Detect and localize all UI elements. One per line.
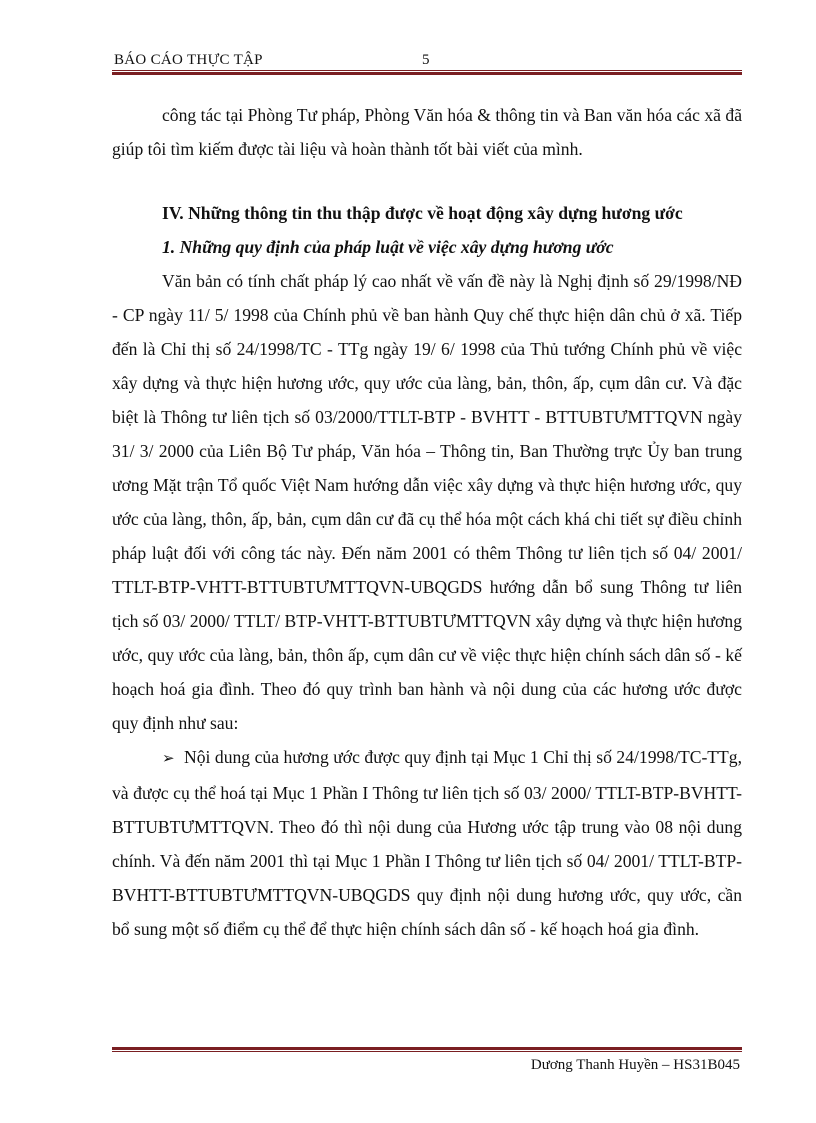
section-heading: IV. Những thông tin thu thập được về hoạt động xây dựng hương ước	[162, 203, 683, 223]
page-number: 5	[422, 52, 430, 68]
header-divider	[112, 70, 742, 75]
document-body	[112, 98, 742, 946]
arrow-bullet-icon: ➢	[162, 751, 175, 767]
bullet-paragraph	[112, 740, 742, 946]
page-header	[112, 52, 742, 72]
report-title: BÁO CÁO THỰC TẬP	[114, 52, 263, 68]
subsection-heading: 1. Những quy định của pháp luật về việc xây dựng hương ước	[162, 237, 614, 257]
main-paragraph: Văn bản có tính chất pháp lý cao nhất về vấn đề này là Nghị định số 29/1998/NĐ - CP ngày 11/ 5/ 1998 của Chính phủ về ban hành Quy chế thực hiện dân chủ ở xã. Tiếp đến là Chỉ thị số 24/1998/TC - TTg ngày 19/ 6/ 1998 của Thủ tướng Chính phủ về việc xây dựng và thực hiện hương ước, quy ước của làng, bản, thôn, ấp, cụm dân cư. Và đặc biệt là Thông tư liên tịch số 03/2000/TTLT-BTP - BVHTT - BTTUBTƯMTTQVN ngày 31/ 3/ 2000 của Liên Bộ Tư pháp, Văn hóa – Thông tin, Ban Thường trực Ủy ban trung ương Mặt trận Tổ quốc Việt Nam hướng dẫn việc xây dựng và thực hiện hương ước, quy ước của làng, thôn, ấp, bản, cụm dân cư đã cụ thể hóa một cách khá chi tiết sự điều chỉnh pháp luật đối với công tác này. Đến năm 2001 có thêm Thông tư liên tịch số 04/ 2001/ TTLT-BTP-VHTT-BTTUBTƯMTTQVN-UBQGDS hướng dẫn bổ sung Thông tư liên tịch số 03/ 2000/ TTLT/ BTP-VHTT-BTTUBTƯMTTQVN xây dựng và thực hiện hương ước, quy ước của làng, bản, thôn ấp, cụm dân cư về việc thực hiện chính sách dân số - kế hoạch hoá gia đình. Theo đó quy trình ban hành và nội dung của các hương ước được quy định như sau:	[112, 271, 742, 733]
footer-author: Dương Thanh Huyền – HS31B045	[530, 1057, 740, 1073]
intro-paragraph: công tác tại Phòng Tư pháp, Phòng Văn hóa & thông tin và Ban văn hóa các xã đã giúp tôi tìm kiếm được tài liệu và hoàn thành tốt bài viết của mình.	[112, 105, 742, 159]
footer-divider	[112, 1047, 742, 1052]
bullet-text: Nội dung của hương ước được quy định tại Mục 1 Chỉ thị số 24/1998/TC-TTg, và được cụ thể hoá tại Mục 1 Phần I Thông tư liên tịch số 03/ 2000/ TTLT-BTP-BVHTT-BTTUBTƯMTTQVN. Theo đó thì nội dung của Hương ước tập trung vào 08 nội dung chính. Và đến năm 2001 thì tại Mục 1 Phần I Thông tư liên tịch số 04/ 2001/ TTLT-BTP-BVHTT-BTTUBTƯMTTQVN-UBQGDS quy định nội dung hương ước, quy ước, cần bổ sung một số điểm cụ thể để thực hiện chính sách dân số - kế hoạch hoá gia đình.	[112, 747, 742, 939]
